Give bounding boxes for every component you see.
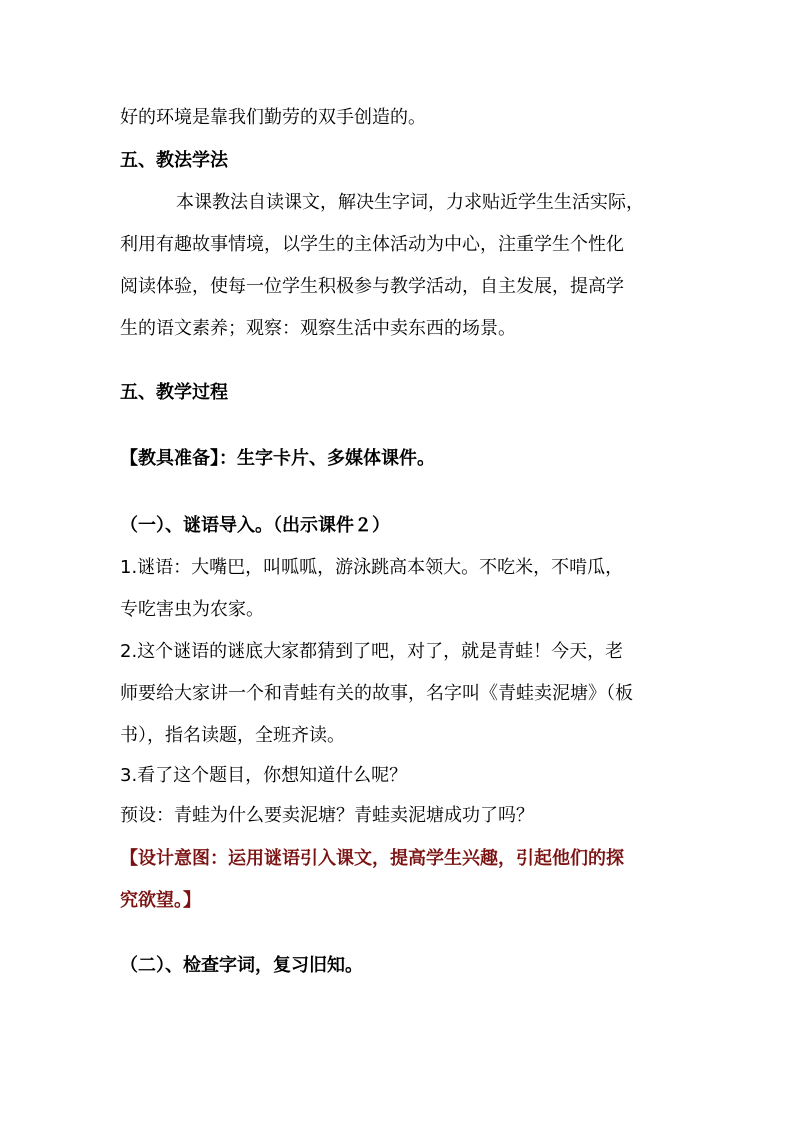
step1-line-2: 专吃害虫为农家。 <box>120 599 264 620</box>
methods-line-2: 利用有趣故事情境，以学生的主体活动为中心，注重学生个性化 <box>120 234 624 255</box>
design-intent-line-2: 究欲望。】 <box>120 890 201 911</box>
step2-line-3: 书），指名读题，全班齐读。 <box>120 725 345 746</box>
methods-line-4: 生的语文素养；观察：观察生活中卖东西的场景。 <box>120 318 516 339</box>
methods-line-3: 阅读体验，使每一位学生积极参与教学活动，自主发展，提高学 <box>120 276 624 297</box>
preset-line: 预设：青蛙为什么要卖泥塘？青蛙卖泥塘成功了吗？ <box>120 805 534 826</box>
tools-preparation: 【教具准备】：生字卡片、多媒体课件。 <box>120 448 435 469</box>
step3-line: 3.看了这个题目，你想知道什么呢？ <box>120 765 408 786</box>
paragraph-line: 好的环境是靠我们勤劳的双手创造的。 <box>120 107 426 128</box>
step2-line-1: 2.这个谜语的谜底大家都猜到了吧，对了，就是青蛙！今天，老 <box>120 641 624 662</box>
methods-line-1: 本课教法自读课文，解决生字词，力求贴近学生生活实际， <box>176 192 644 213</box>
design-intent-line-1: 【设计意图：运用谜语引入课文，提高学生兴趣，引起他们的探 <box>120 848 624 869</box>
heading-teaching-process: 五、教学过程 <box>120 382 228 403</box>
section-one-title: （一）、谜语导入。（出示课件２） <box>120 515 390 536</box>
step1-line-1: 1.谜语：大嘴巴，叫呱呱，游泳跳高本领大。不吃米，不啃瓜， <box>120 557 624 578</box>
section-two-title: （二）、检查字词，复习旧知。 <box>120 955 363 976</box>
step2-line-2: 师要给大家讲一个和青蛙有关的故事，名字叫《青蛙卖泥塘》（板 <box>120 683 633 704</box>
heading-teaching-methods: 五、教法学法 <box>120 150 228 171</box>
